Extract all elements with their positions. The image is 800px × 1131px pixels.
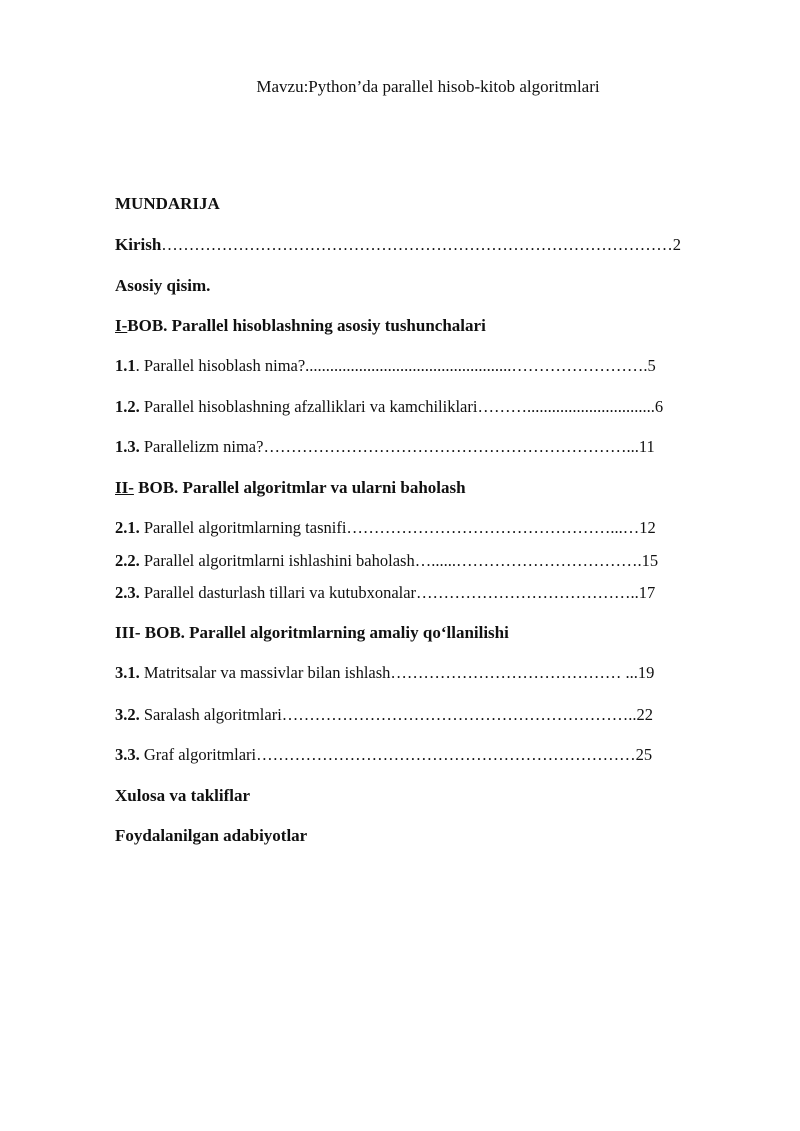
chapter-title: BOB. Parallel hisoblashning asosiy tushunchalari <box>127 316 486 335</box>
toc-entry-label: Kirish <box>115 235 162 254</box>
toc-section-asosiy: Asosiy qisim. <box>115 276 211 295</box>
toc-leader: …………………………………… .. <box>390 663 634 682</box>
toc-entry-number: 1.2. <box>115 397 140 416</box>
toc-entry-label: Parallel dasturlash tillari va kutubxonalar <box>139 583 417 602</box>
toc-leader: …………………………………………...… <box>346 518 640 537</box>
toc-entry-label: Parallel algoritmlarni ishlashini baholash <box>139 551 415 570</box>
document-title: Mavzu:Python’da parallel hisob-kitob algoritmlari <box>256 77 600 96</box>
toc-page-number: 17 <box>638 583 656 602</box>
toc-entry-3-3 <box>115 745 652 765</box>
toc-section-adabiyot: Foydalanilgan adabiyotlar <box>115 826 308 845</box>
toc-entry-number: 3.1. <box>115 663 140 682</box>
toc-entry-label: Parallel algoritmlarning tasnifi <box>139 518 347 537</box>
toc-entry-number: 2.3. <box>115 583 140 602</box>
toc-leader: ..................................................…………………… <box>305 356 644 375</box>
toc-page-number: 2 <box>672 235 682 254</box>
toc-entry-3-2 <box>115 705 653 725</box>
toc-entry-label: Parallel hisoblashning afzalliklari va kamchiliklari <box>139 397 478 416</box>
toc-leader: ………………………………….. <box>416 583 639 602</box>
toc-entry-number: 1.3. <box>115 437 140 456</box>
toc-entry-number: 3.3. <box>115 745 140 764</box>
toc-page-number: .6 <box>650 397 664 416</box>
toc-entry-kirish <box>115 235 681 255</box>
toc-leader: …......…………………………… <box>414 551 638 570</box>
toc-entry-number: 2.2. <box>115 551 140 570</box>
chapter-prefix: II- <box>115 478 134 497</box>
toc-page-number: 25 <box>635 745 653 764</box>
toc-page-number: .19 <box>633 663 655 682</box>
toc-page-number: .15 <box>637 551 659 570</box>
toc-section-xulosa: Xulosa va takliflar <box>115 786 251 805</box>
toc-entry-number: 1.1 <box>115 356 136 375</box>
toc-chapter-3: III- BOB. Parallel algoritmlarning amaliy qo‘llanilishi <box>115 623 509 642</box>
toc-entry-2-2 <box>115 551 658 571</box>
toc-page-number: .5 <box>643 356 656 375</box>
toc-leader: …………………………………………………………... <box>263 437 639 456</box>
toc-entry-2-1 <box>115 518 656 538</box>
toc-leader: ………………………………………………………………………………… <box>161 235 673 254</box>
chapter-title: BOB. Parallel algoritmlar va ularni baholash <box>133 478 466 497</box>
toc-entry-label: Matritsalar va massivlar bilan ishlash <box>139 663 391 682</box>
toc-entry-number: 2.1. <box>115 518 140 537</box>
toc-leader: …………………………………………………………… <box>256 745 636 764</box>
toc-entry-label: Graf algoritmlari <box>139 745 257 764</box>
chapter-prefix: I- <box>115 316 128 335</box>
toc-heading: MUNDARIJA <box>115 194 220 213</box>
toc-chapter-2 <box>115 478 466 498</box>
toc-page-number: 22 <box>636 705 654 724</box>
toc-page-number: 12 <box>639 518 656 537</box>
toc-entry-1-3 <box>115 437 655 457</box>
toc-entry-label: . Parallel hisoblash nima? <box>135 356 306 375</box>
toc-chapter-1 <box>115 316 486 336</box>
toc-entry-2-3 <box>115 583 655 603</box>
toc-entry-1-1 <box>115 356 656 376</box>
toc-entry-label: Saralash algoritmlari <box>139 705 282 724</box>
toc-page-number: 11 <box>638 437 655 456</box>
toc-leader: ……….............................. <box>477 397 651 416</box>
toc-entry-3-1 <box>115 663 654 683</box>
toc-entry-label: Parallelizm nima? <box>139 437 264 456</box>
toc-entry-1-2 <box>115 397 663 417</box>
toc-leader: ……………………………………………………….. <box>281 705 637 724</box>
toc-entry-number: 3.2. <box>115 705 140 724</box>
